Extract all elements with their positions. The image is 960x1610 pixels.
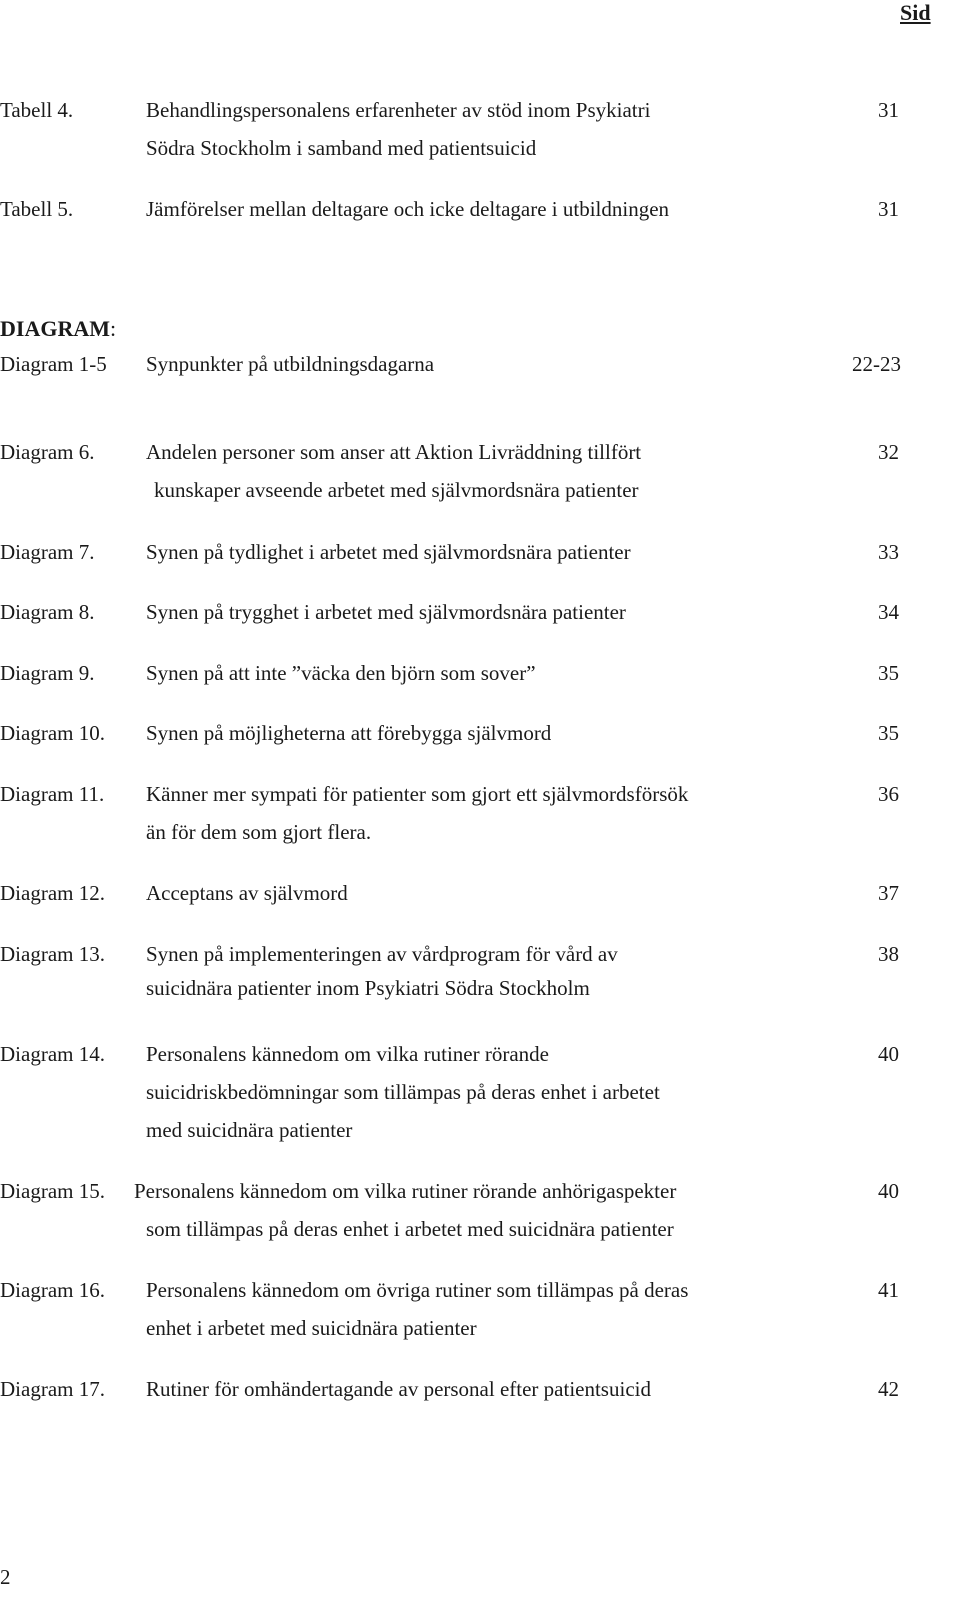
toc-title-line: Synen på trygghet i arbetet med självmordsnära patienter (146, 600, 626, 624)
toc-title-line: Känner mer sympati för patienter som gjort ett självmordsförsök (146, 782, 689, 806)
toc-label-diagram-8: Diagram 8. (0, 600, 95, 624)
toc-label-diagram-15: Diagram 15. (0, 1179, 105, 1203)
toc-label-diagram-17: Diagram 17. (0, 1377, 105, 1401)
toc-page-number: 36 (878, 782, 899, 806)
toc-label-diagram-10: Diagram 10. (0, 721, 105, 745)
toc-label-diagram-6: Diagram 6. (0, 440, 95, 464)
toc-title-line: Synen på möjligheterna att förebygga självmord (146, 721, 552, 745)
toc-title-line: som tillämpas på deras enhet i arbetet med suicidnära patienter (146, 1217, 674, 1241)
toc-page-number: 35 (878, 661, 899, 685)
toc-title-line: Personalens kännedom om övriga rutiner som tillämpas på deras (146, 1278, 689, 1302)
toc-title-line: än för dem som gjort flera. (146, 820, 372, 844)
toc-label-diagram-1-5: Diagram 1-5 (0, 352, 107, 376)
toc-title-line: suicidnära patienter inom Psykiatri Södra Stockholm (146, 976, 590, 1000)
toc-label-diagram-12: Diagram 12. (0, 881, 105, 905)
toc-page-number: 34 (878, 600, 899, 624)
toc-title-line: Synen på att inte ”väcka den björn som sover” (146, 661, 536, 685)
toc-title-line: Andelen personer som anser att Aktion Livräddning tillfört (146, 440, 642, 464)
toc-page-number: 38 (878, 942, 899, 966)
toc-page-number: 42 (878, 1377, 899, 1401)
toc-page-number: 35 (878, 721, 899, 745)
toc-title-line: Synen på implementeringen av vårdprogram för vård av (146, 942, 618, 966)
toc-label-tabell-5: Tabell 5. (0, 197, 74, 221)
toc-title-line: Rutiner för omhändertagande av personal efter patientsuicid (146, 1377, 651, 1401)
toc-title-line: Personalens kännedom om vilka rutiner rörande (146, 1042, 549, 1066)
toc-title-line: Synpunkter på utbildningsdagarna (146, 352, 435, 376)
page-number: 2 (0, 1565, 11, 1589)
toc-label-diagram-9: Diagram 9. (0, 661, 95, 685)
toc-label-diagram-7: Diagram 7. (0, 540, 95, 564)
toc-page-number: 41 (878, 1278, 899, 1302)
toc-label-diagram-16: Diagram 16. (0, 1278, 105, 1302)
toc-label-tabell-4: Tabell 4. (0, 98, 74, 122)
toc-title-line: med suicidnära patienter (146, 1118, 353, 1142)
toc-title-line: enhet i arbetet med suicidnära patienter (146, 1316, 477, 1340)
toc-page-number: 40 (878, 1042, 899, 1066)
toc-title-line: Södra Stockholm i samband med patientsuicid (146, 136, 537, 160)
toc-title-line: Jämförelser mellan deltagare och icke deltagare i utbildningen (146, 197, 670, 221)
page-column-header: Sid (900, 0, 931, 25)
toc-page-number: 31 (878, 197, 899, 221)
toc-title-line: Synen på tydlighet i arbetet med självmordsnära patienter (146, 540, 631, 564)
toc-page-number: 32 (878, 440, 899, 464)
section-heading-colon: : (110, 316, 117, 341)
section-heading-text: DIAGRAM (0, 316, 110, 341)
toc-title-line: Personalens kännedom om vilka rutiner rörande anhörigaspekter (134, 1179, 677, 1203)
toc-label-diagram-11: Diagram 11. (0, 782, 105, 806)
toc-title-line: suicidriskbedömningar som tillämpas på deras enhet i arbetet (146, 1080, 660, 1104)
toc-page-number: 22-23 (852, 352, 901, 376)
toc-label-diagram-13: Diagram 13. (0, 942, 105, 966)
toc-page-number: 40 (878, 1179, 899, 1203)
toc-page-number: 33 (878, 540, 899, 564)
section-heading-diagram (0, 316, 116, 342)
toc-title-line: kunskaper avseende arbetet med självmordsnära patienter (154, 478, 639, 502)
toc-page-number: 31 (878, 98, 899, 122)
toc-title-line: Acceptans av självmord (146, 881, 348, 905)
toc-label-diagram-14: Diagram 14. (0, 1042, 105, 1066)
toc-page-number: 37 (878, 881, 899, 905)
toc-title-line: Behandlingspersonalens erfarenheter av stöd inom Psykiatri (146, 98, 651, 122)
